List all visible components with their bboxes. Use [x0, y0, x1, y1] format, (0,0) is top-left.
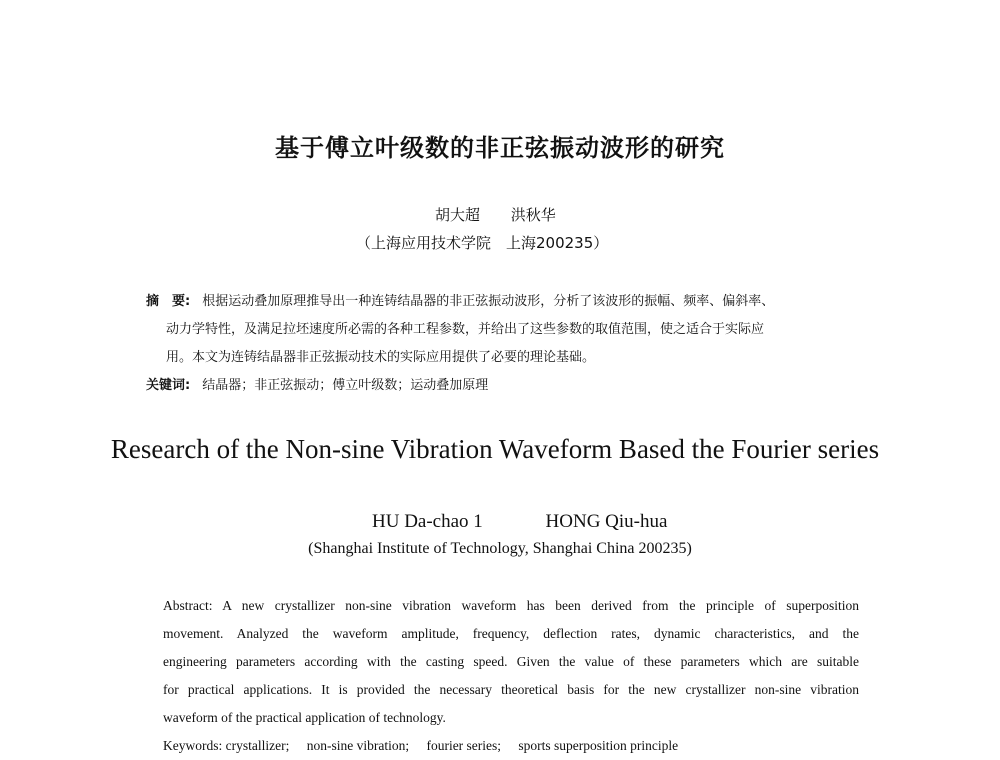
english-author: HU Da-chao 1 [372, 511, 483, 532]
chinese-keywords-label: 关键词: [146, 378, 191, 393]
chinese-author: 胡大超 [435, 206, 481, 224]
chinese-authors [435, 204, 556, 225]
english-abstract-line: Abstract: A new crystallizer non-sine vibration waveform has been derived from the principle of superposition [163, 598, 859, 613]
chinese-abstract-line: 动力学特性，及满足拉坯速度所必需的各种工程参数，并给出了这些参数的取值范围，使之适合于实际应 [166, 322, 765, 337]
chinese-abstract-label: 摘 要: [146, 294, 191, 309]
english-abstract-line: for practical applications. It is provided the necessary theoretical basis for the new crystallizer non-sine vibration [163, 682, 859, 697]
english-abstract-line: engineering parameters according with the casting speed. Given the value of these parameters which are suitable [163, 654, 859, 669]
english-affiliation: (Shanghai Institute of Technology, Shanghai China 200235) [308, 540, 692, 557]
chinese-keywords-text: 结晶器；非正弦振动；傅立叶级数；运动叠加原理 [202, 378, 489, 393]
english-author: HONG Qiu-hua [545, 511, 668, 532]
english-keyword: sports superposition principle [518, 738, 679, 753]
english-abstract-line: waveform of the practical application of technology. [163, 710, 446, 725]
chinese-affiliation: （上海应用技术学院 上海200235） [356, 234, 609, 252]
english-title: Research of the Non-sine Vibration Waveform Based the Fourier series [110, 434, 880, 464]
chinese-abstract-line [146, 290, 774, 309]
chinese-title: 基于傅立叶级数的非正弦振动波形的研究 [275, 134, 725, 162]
english-authors [372, 511, 667, 533]
english-keyword: crystallizer; [225, 738, 290, 753]
chinese-keywords [146, 374, 488, 393]
chinese-abstract-line: 用。本文为连铸结晶器非正弦振动技术的实际应用提供了必要的理论基础。 [166, 350, 596, 365]
english-keywords-label: Keywords: [163, 738, 223, 753]
english-keywords [163, 738, 678, 754]
chinese-abstract-text: 根据运动叠加原理推导出一种连铸结晶器的非正弦振动波形，分析了该波形的振幅、频率、偏斜率、 [202, 294, 775, 309]
english-abstract-line: movement. Analyzed the waveform amplitude, frequency, deflection rates, dynamic characteristics, and the [163, 626, 859, 641]
english-keyword: non-sine vibration; [306, 738, 410, 753]
english-keyword: fourier series; [426, 738, 502, 753]
chinese-author: 洪秋华 [510, 206, 556, 224]
